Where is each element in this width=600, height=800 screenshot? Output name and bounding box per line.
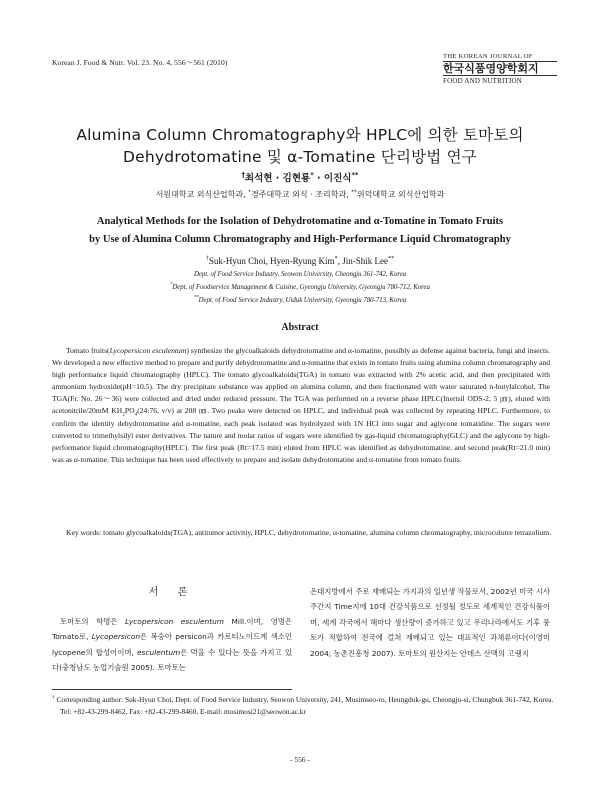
footnote-mark: †	[52, 694, 55, 701]
korean-author-name: · 이진식	[313, 173, 352, 184]
journal-name-kr: 한국식품영양학회지	[443, 62, 557, 76]
author-mark: *	[310, 170, 314, 179]
body-text: 은 복숭아 persicon과 카로티노이드계 색소인 lycopene의 합성어이며,	[52, 632, 292, 657]
english-title-line-1: Analytical Methods for the Isolation of Dehydrotomatine and α-Tomatine in Tomato Fruits	[96, 216, 504, 227]
korean-author-names: 최석현 · 김현룡	[244, 173, 311, 184]
english-affiliation-3	[0, 297, 600, 304]
english-affiliation-3-text: Dept. of Food Service Industry, Uiduk University, Gyeongju 780-713, Korea	[198, 297, 407, 304]
english-author-names: Suk-Hyun Choi, Hyen-Ryung Kim	[208, 256, 335, 266]
abstract-body	[52, 345, 550, 466]
introduction-left-column	[52, 614, 292, 676]
abstract-species: Lycopersicon esculentum	[109, 346, 187, 355]
english-affiliation-1-text: Dept. of Food Service Industry, Seowon University, Cheongju 361-742, Korea	[193, 271, 407, 278]
introduction-heading: 서 론	[148, 587, 196, 598]
abstract-text: Tomato fruits(	[66, 346, 110, 355]
english-authors	[0, 256, 600, 266]
korean-affiliation-1: 서원대학교 외식산업학과,	[155, 190, 249, 199]
korean-title-line-2: Dehydrotomatine 및 α-Tomatine 단리방법 연구	[123, 148, 477, 166]
korean-affiliations	[0, 189, 600, 200]
keywords-text: tomato glycoalkaloids(TGA), antitumor activitiy, HPLC, dehydrotomatine, α-tomatine, alumina column chromatography, microculutre tetrazolium.	[101, 528, 552, 537]
english-affiliation-2-text: Dept. of Foodservice Management & Cuisine, Gyeongju University, Gyeongju 780-712, Korea	[172, 284, 430, 291]
english-affiliation-1	[0, 271, 600, 278]
abstract-text: (24:76, v/v) at 208 ㎚. Two peaks were detected on HPLC, and individual peak was collected by repeating HPLC. Furthermore, to confirm the identity dehydrotomatine and α-tomatine, each peak isolated was hydrolyzed with 1N HCl into sugar and aglycone tomatidine. The sugars were converted to trimethylsilyl ester derivatives. The nature and molar ratios of sugars were identified by gas-liquid chromatography(GLC) and the aglycone by high-performance liquid chromatography(HPLC). The first peak (Rt=17.5 min) eluted from HPLC was identified as dehydrotomatine, and second peak(Rt=21.0 min) was as α-tomatine. This technique has been used effectively to prepare and isolate dehydrotomatine and α-tomatine from tomato fruits.	[52, 406, 550, 464]
english-author-name: , Jin-Shik Lee	[337, 256, 388, 266]
footnote-divider	[52, 689, 292, 690]
subscript: 2	[122, 411, 125, 418]
korean-affiliation-2: 경주대학교 외식 · 조리학과,	[251, 190, 352, 199]
body-text: Mill.이며, 영명은 Tomato로,	[52, 617, 292, 642]
affiliation-mark: *	[248, 189, 251, 196]
journal-name-en-bottom: FOOD AND NUTRITION	[443, 77, 523, 85]
abstract-text: PO	[124, 406, 135, 416]
affiliation-mark: **	[351, 189, 357, 196]
author-mark: **	[351, 170, 359, 179]
author-mark: †	[205, 255, 209, 262]
english-title-line-2: by Use of Alumina Column Chromatography and High-Performance Liquid Chromatography	[89, 234, 511, 245]
korean-title-line-1: Alumina Column Chromatography와 HPLC에 의한 토마토의	[76, 126, 524, 144]
subscript: 4	[134, 411, 138, 418]
korean-affiliation-3: 위덕대학교 외식산업학과	[356, 190, 445, 199]
affiliation-mark: **	[193, 295, 199, 301]
journal-citation: Korean J. Food & Nutr. Vol. 23. No. 4, 556～561 (2010)	[52, 58, 228, 67]
journal-name-en-top: THE KOREAN JOURNAL OF	[443, 53, 557, 62]
keywords	[66, 527, 600, 539]
abstract-text: ) synthesize the glycoalkaloids dehydrotomatine and α-tomatine, possibly as defense against bacteria, fungi and insects. We developed a new effective method to prepare and purify dehydrotomatine and α-tomatine that exists in tomato fruits using alumina column chromatography and high performance liquid chromatography (HPLC). The tomato glycoalkaloids(TGA) in tomato was extracted with 2% acetic acid, and then precipitated with ammonium hydroxide(pH=10.5). The dry precipitate substance was applied on alumina column, and then fractionated with water saturated n-butylalcohol. The TGA(Fr. No. 26～36) were collected and dried under reduced pressure. The TGA was performed on a reverse phase HPLC(Inertsil ODS-2, 5 ㎛), eluted with acetonitrile/20mM KH	[52, 346, 551, 416]
english-affiliation-2	[0, 284, 600, 291]
affiliation-mark: *	[170, 282, 173, 288]
page-number: - 556 -	[290, 755, 310, 764]
abstract-heading: Abstract	[281, 322, 319, 333]
journal-logo	[443, 53, 557, 86]
species-name: Lycopersicon esculentum	[125, 617, 225, 626]
introduction-right-column: 온대지방에서 주로 재배되는 가지과의 일년생 작물로서, 2002년 미국 시사주간지 Time지에 10대 건강식품으로 선정될 정도로 세계적인 건강식품이며, 세계 각국에서 해마다 생산량이 증가하고 있고 우리나라에서도 기후 풍토가 적합하여 전국에 걸쳐 재배되고 있는 대표적인 과채류이다(이영미 2004; 농촌진흥청 2007). 토마토의 원산지는 안데스 산맥의 고랭지	[310, 587, 550, 658]
corresponding-author-footnote	[52, 694, 558, 717]
body-text: 토마토의 학명은	[60, 617, 126, 626]
author-mark: †	[241, 170, 245, 179]
korean-authors	[0, 170, 600, 184]
keywords-label: Key words:	[66, 528, 102, 537]
author-mark: *	[334, 255, 338, 262]
author-mark: **	[387, 255, 395, 262]
epithet-name: esculentum	[137, 647, 181, 657]
footnote-text: Corresponding author: Suk-Hyun Choi, Dept. of Food Service Industry, Seowon University, 241, Musimseo-ro, Heungduk-gu, Cheongju-si, Chungbuk 361-742, Korea. Tel: +82-43-299-8462, Fax: +82-43-299-8460, E-mail: mosimosi21@seowon.ac.kr	[54, 695, 554, 716]
body-text: 은 먹을 수 있다는 뜻을 가지고 있다(충청남도 농업기술원 2005). 토마토는	[52, 647, 292, 673]
genus-name: Lycopersicon	[91, 632, 141, 642]
